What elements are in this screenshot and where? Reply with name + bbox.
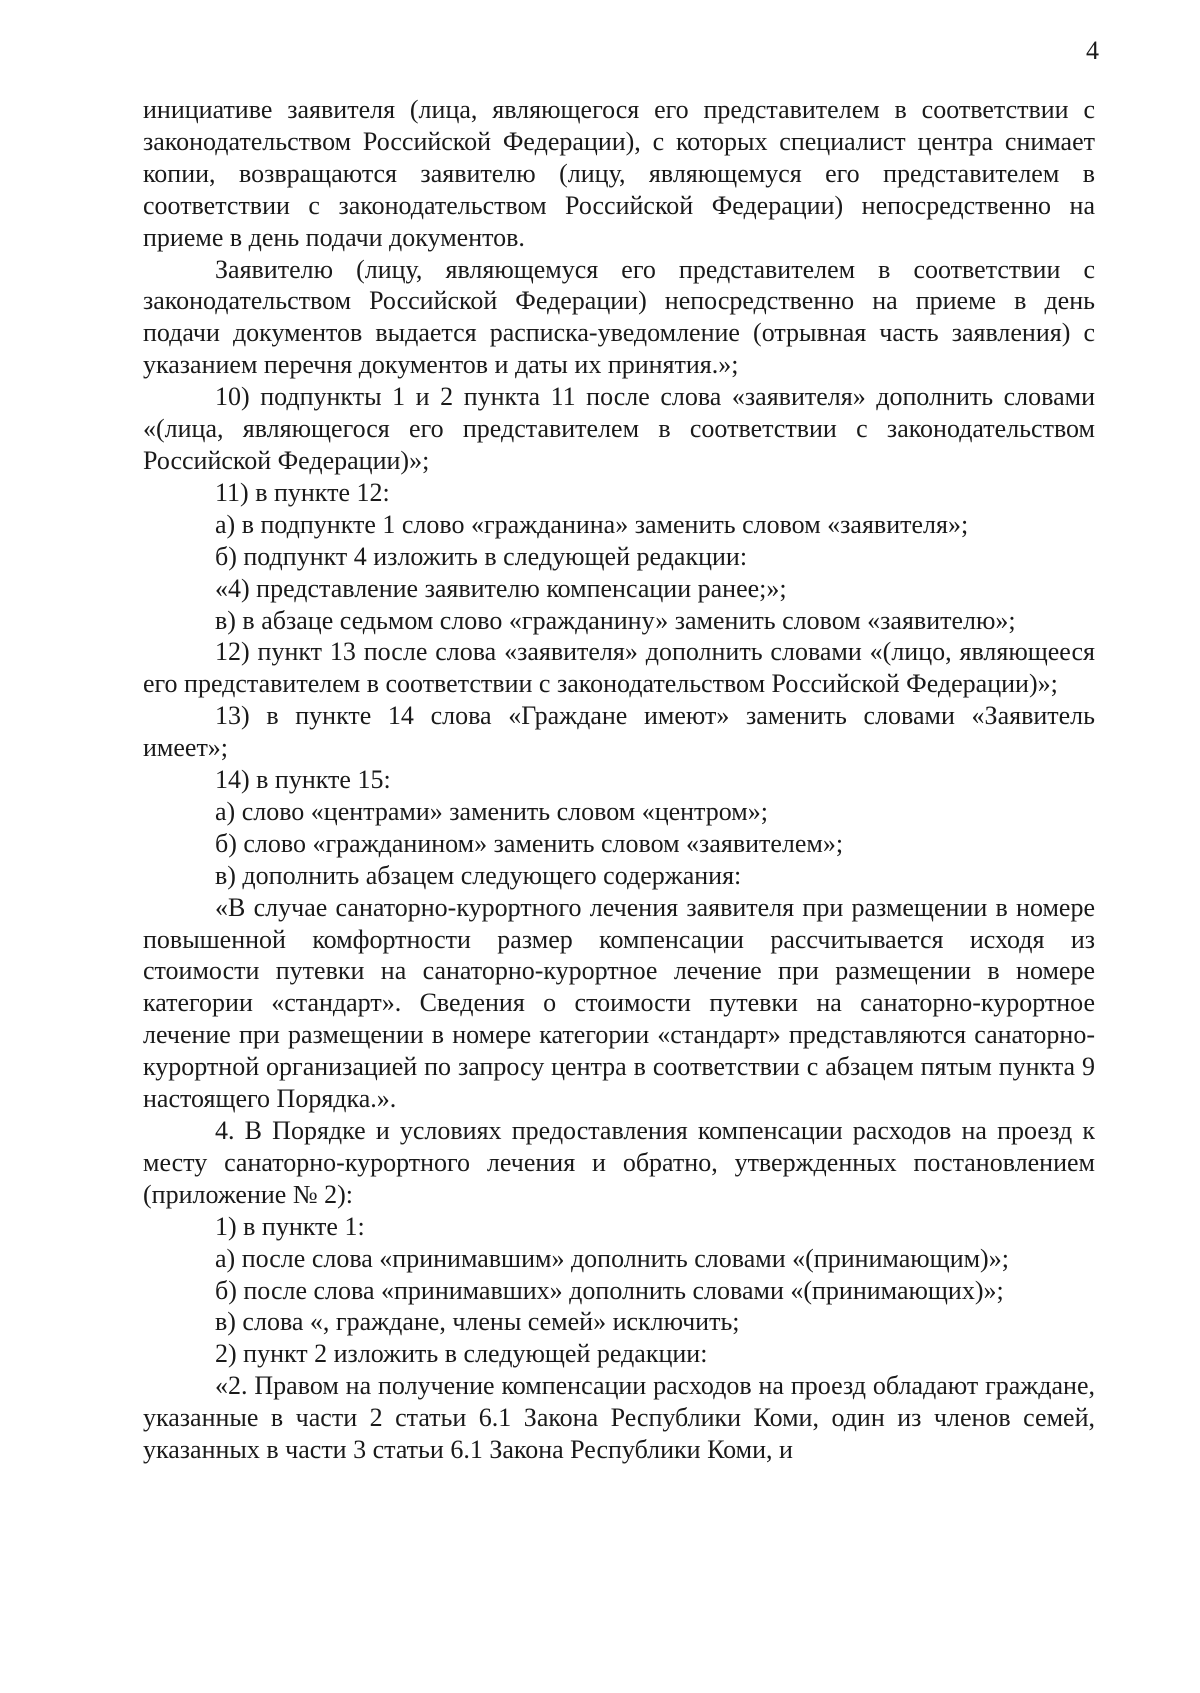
document-body xyxy=(143,94,1095,1466)
paragraph: б) подпункт 4 изложить в следующей редакции: xyxy=(215,541,748,571)
paragraph: в) дополнить абзацем следующего содержания: xyxy=(215,860,742,890)
paragraph: 13) в пункте 14 слова «Граждане имеют» заменить словами «Заявитель имеет»; xyxy=(143,701,1095,763)
paragraph: «4) представление заявителю компенсации ранее;»; xyxy=(215,573,787,603)
paragraph: 1) в пункте 1: xyxy=(215,1211,365,1241)
paragraph: «2. Правом на получение компенсации расходов на проезд обладают граждане, указанные в части 2 статьи 6.1 Закона Республики Коми, один из членов семей, указанных в части 3 статьи 6.1 Закона Республики Коми, и xyxy=(143,1371,1095,1465)
paragraph: в) слова «, граждане, члены семей» исключить; xyxy=(215,1307,740,1337)
paragraph: инициативе заявителя (лица, являющегося его представителем в соответствии с законодательством Российской Федерации), с которых специалист центра снимает копии, возвращаются заявителю (лицу, являющемуся его представителем в соответствии с законодательством Российской Федерации) непосредственно на приеме в день подачи документов. xyxy=(143,95,1095,252)
paragraph: а) после слова «принимавшим» дополнить словами «(принимающим)»; xyxy=(215,1243,1009,1273)
paragraph: 2) пункт 2 изложить в следующей редакции: xyxy=(215,1339,708,1369)
paragraph: б) слово «гражданином» заменить словом «заявителем»; xyxy=(215,828,844,858)
paragraph: 12) пункт 13 после слова «заявителя» дополнить словами «(лицо, являющееся его представителем в соответствии с законодательством Российской Федерации)»; xyxy=(143,637,1095,699)
paragraph: 11) в пункте 12: xyxy=(215,477,390,507)
paragraph: в) в абзаце седьмом слово «гражданину» заменить словом «заявителю»; xyxy=(215,605,1016,635)
paragraph: а) в подпункте 1 слово «гражданина» заменить словом «заявителя»; xyxy=(215,509,969,539)
paragraph: 14) в пункте 15: xyxy=(215,765,391,795)
paragraph: 10) подпункты 1 и 2 пункта 11 после слова «заявителя» дополнить словами «(лица, являющегося его представителем в соответствии с законодательством Российской Федерации)»; xyxy=(143,382,1095,475)
paragraph: Заявителю (лицу, являющемуся его представителем в соответствии с законодательством Российской Федерации) непосредственно на приеме в день подачи документов выдается расписка-уведомление (отрывная часть заявления) с указанием перечня документов и даты их принятия.»; xyxy=(143,254,1095,380)
paragraph: а) слово «центрами» заменить словом «центром»; xyxy=(215,796,768,826)
page-number: 4 xyxy=(1086,36,1099,65)
paragraph: б) после слова «принимавших» дополнить словами «(принимающих)»; xyxy=(215,1275,1004,1305)
paragraph: «В случае санаторно-курортного лечения заявителя при размещении в номере повышенной комфортности размер компенсации рассчитывается исходя из стоимости путевки на санаторно-курортное лечение при размещении в номере категории «стандарт». Сведения о стоимости путевки на санаторно-курортное лечение при размещении в номере категории «стандарт» представляются санаторно-курортной организацией по запросу центра в соответствии с абзацем пятым пункта 9 настоящего Порядка.». xyxy=(143,892,1095,1114)
paragraph: 4. В Порядке и условиях предоставления компенсации расходов на проезд к месту санаторно-курортного лечения и обратно, утвержденных постановлением (приложение № 2): xyxy=(143,1116,1095,1209)
